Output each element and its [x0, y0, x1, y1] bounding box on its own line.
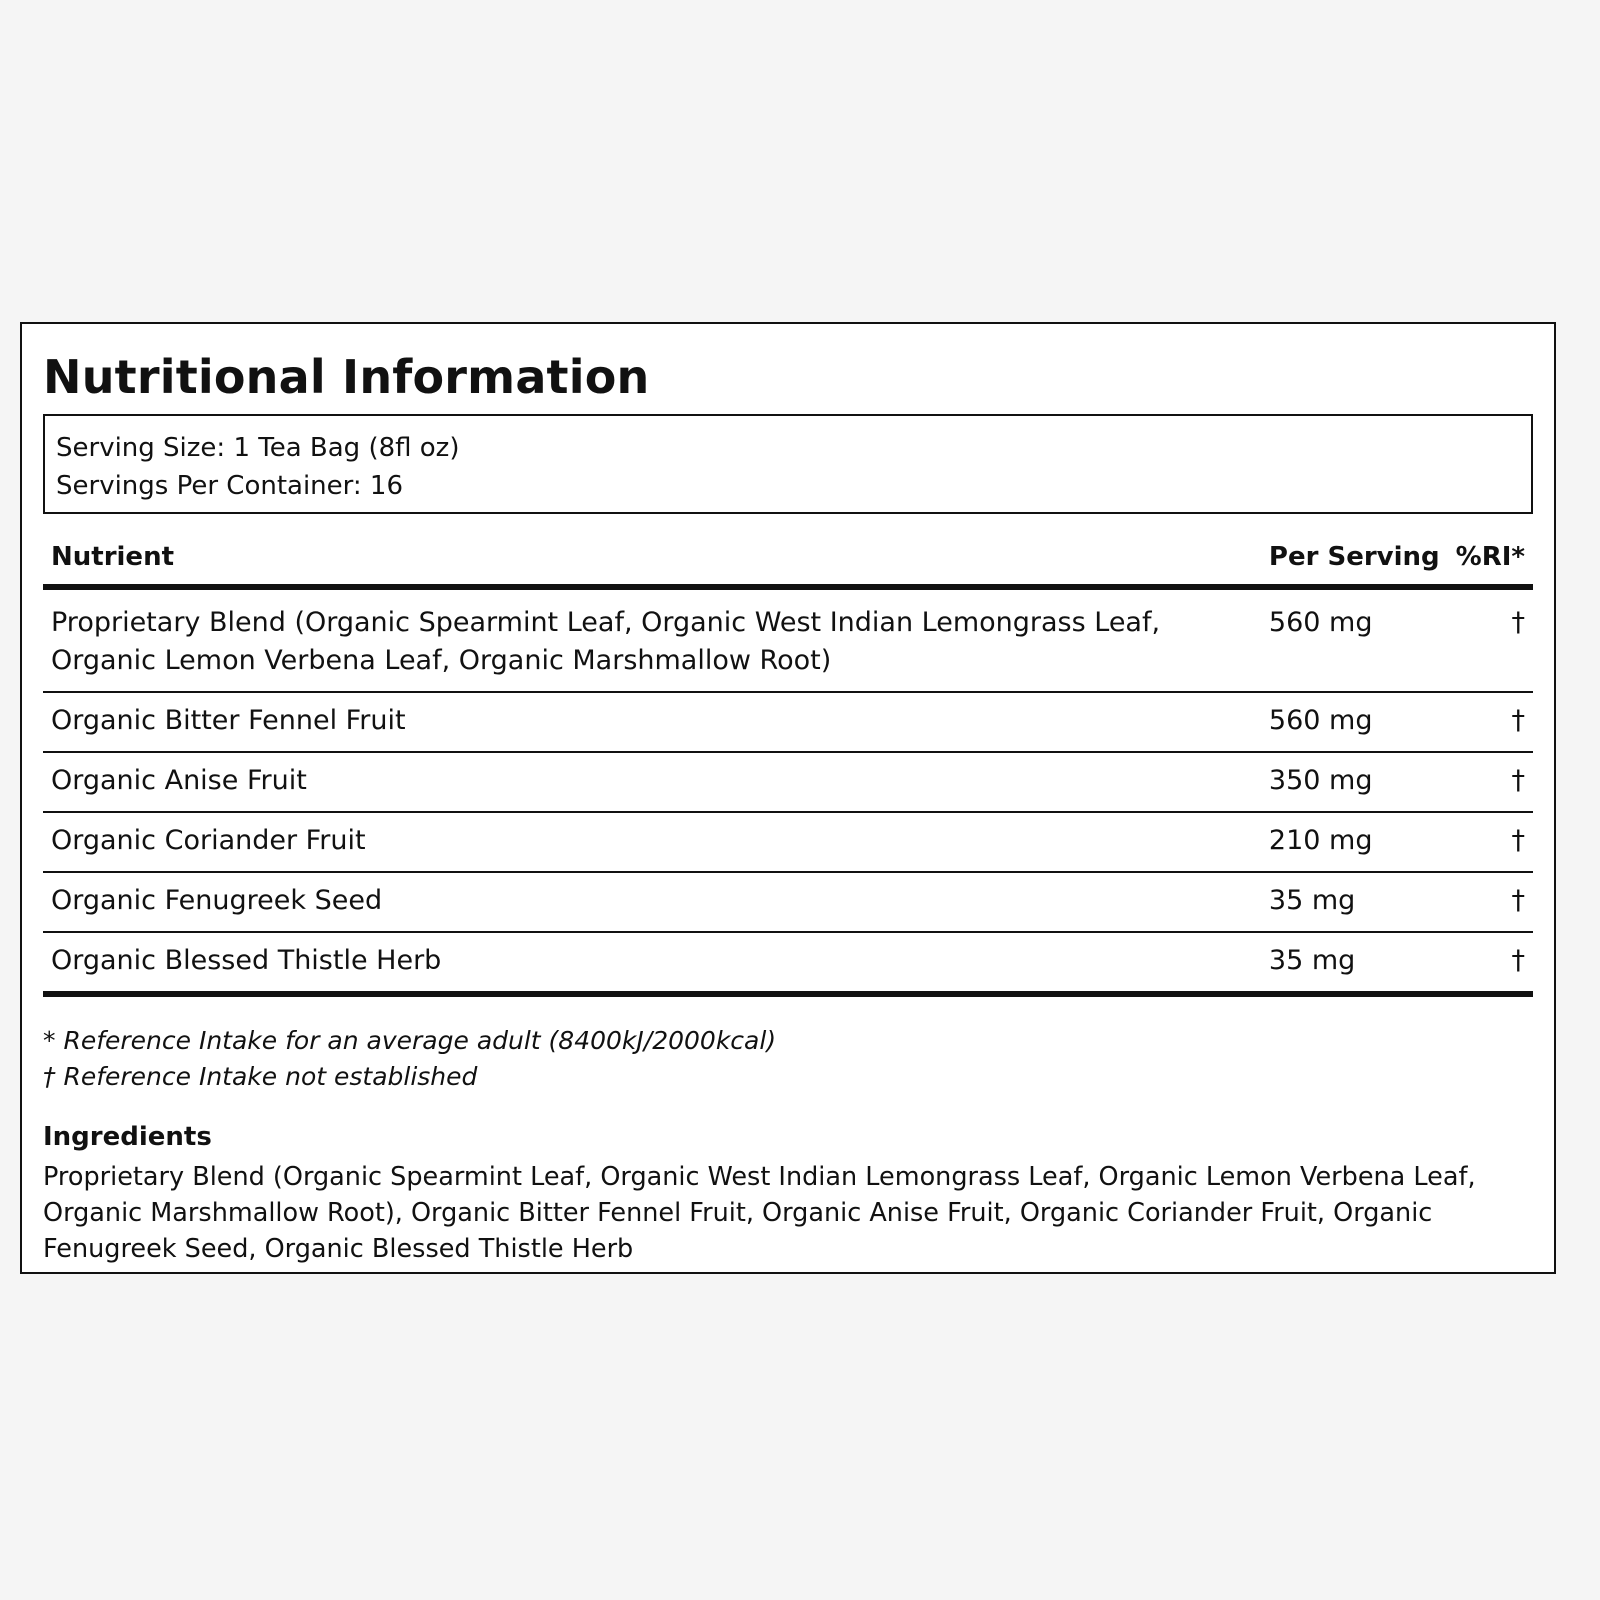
- nutrition-panel: [20, 322, 1556, 1274]
- table-row: [43, 812, 1533, 872]
- table-row: [43, 752, 1533, 812]
- serving-info-box: [43, 414, 1533, 514]
- nutrient-amount: 350 mg: [1261, 752, 1448, 812]
- servings-per-container: Servings Per Container: 16: [56, 471, 404, 502]
- serving-size: Serving Size: 1 Tea Bag (8fl oz): [56, 433, 460, 464]
- nutrient-ri: †: [1448, 932, 1533, 994]
- nutrient-ri: †: [1448, 692, 1533, 752]
- nutrient-amount: 560 mg: [1261, 692, 1448, 752]
- panel-title: Nutritional Information: [43, 350, 650, 404]
- nutrient-name: Organic Fenugreek Seed: [43, 872, 1261, 932]
- nutrient-name: Organic Bitter Fennel Fruit: [43, 692, 1261, 752]
- nutrient-amount: 35 mg: [1261, 932, 1448, 994]
- ingredients-heading: Ingredients: [43, 1122, 212, 1153]
- nutrient-name: Organic Blessed Thistle Herb: [43, 932, 1261, 994]
- table-row: [43, 872, 1533, 932]
- table-header-row: [43, 534, 1533, 587]
- table-row: [43, 932, 1533, 994]
- nutrient-name: Organic Anise Fruit: [43, 752, 1261, 812]
- column-header-nutrient: Nutrient: [43, 534, 1261, 587]
- nutrient-name: Organic Coriander Fruit: [43, 812, 1261, 872]
- footnote-ri-not-established: † Reference Intake not established: [43, 1062, 478, 1092]
- footnote-ri-reference: * Reference Intake for an average adult (8400kJ/2000kcal): [43, 1026, 777, 1056]
- footnotes: [43, 1023, 1533, 1095]
- table-row: [43, 587, 1533, 692]
- column-header-per-serving: Per Serving: [1261, 534, 1448, 587]
- table-row: [43, 692, 1533, 752]
- nutrient-amount: 210 mg: [1261, 812, 1448, 872]
- nutrient-name: Proprietary Blend (Organic Spearmint Leaf, Organic West Indian Lemongrass Leaf, Organic Lemon Verbena Leaf, Organic Marshmallow Root): [43, 587, 1261, 692]
- nutrient-ri: †: [1448, 812, 1533, 872]
- column-header-ri: %RI*: [1448, 534, 1533, 587]
- nutrient-amount: 560 mg: [1261, 587, 1448, 692]
- nutrient-amount: 35 mg: [1261, 872, 1448, 932]
- nutrient-ri: †: [1448, 587, 1533, 692]
- nutrient-ri: †: [1448, 872, 1533, 932]
- ingredients-text: Proprietary Blend (Organic Spearmint Leaf, Organic West Indian Lemongrass Leaf, Organic Lemon Verbena Leaf, Organic Marshmallow Root), Organic Bitter Fennel Fruit, Organic Anise Fruit, Organic Coriander Fruit, Organic Fenugreek Seed, Organic Blessed Thistle Herb: [43, 1162, 1476, 1265]
- nutrient-table: [43, 534, 1533, 997]
- nutrient-ri: †: [1448, 752, 1533, 812]
